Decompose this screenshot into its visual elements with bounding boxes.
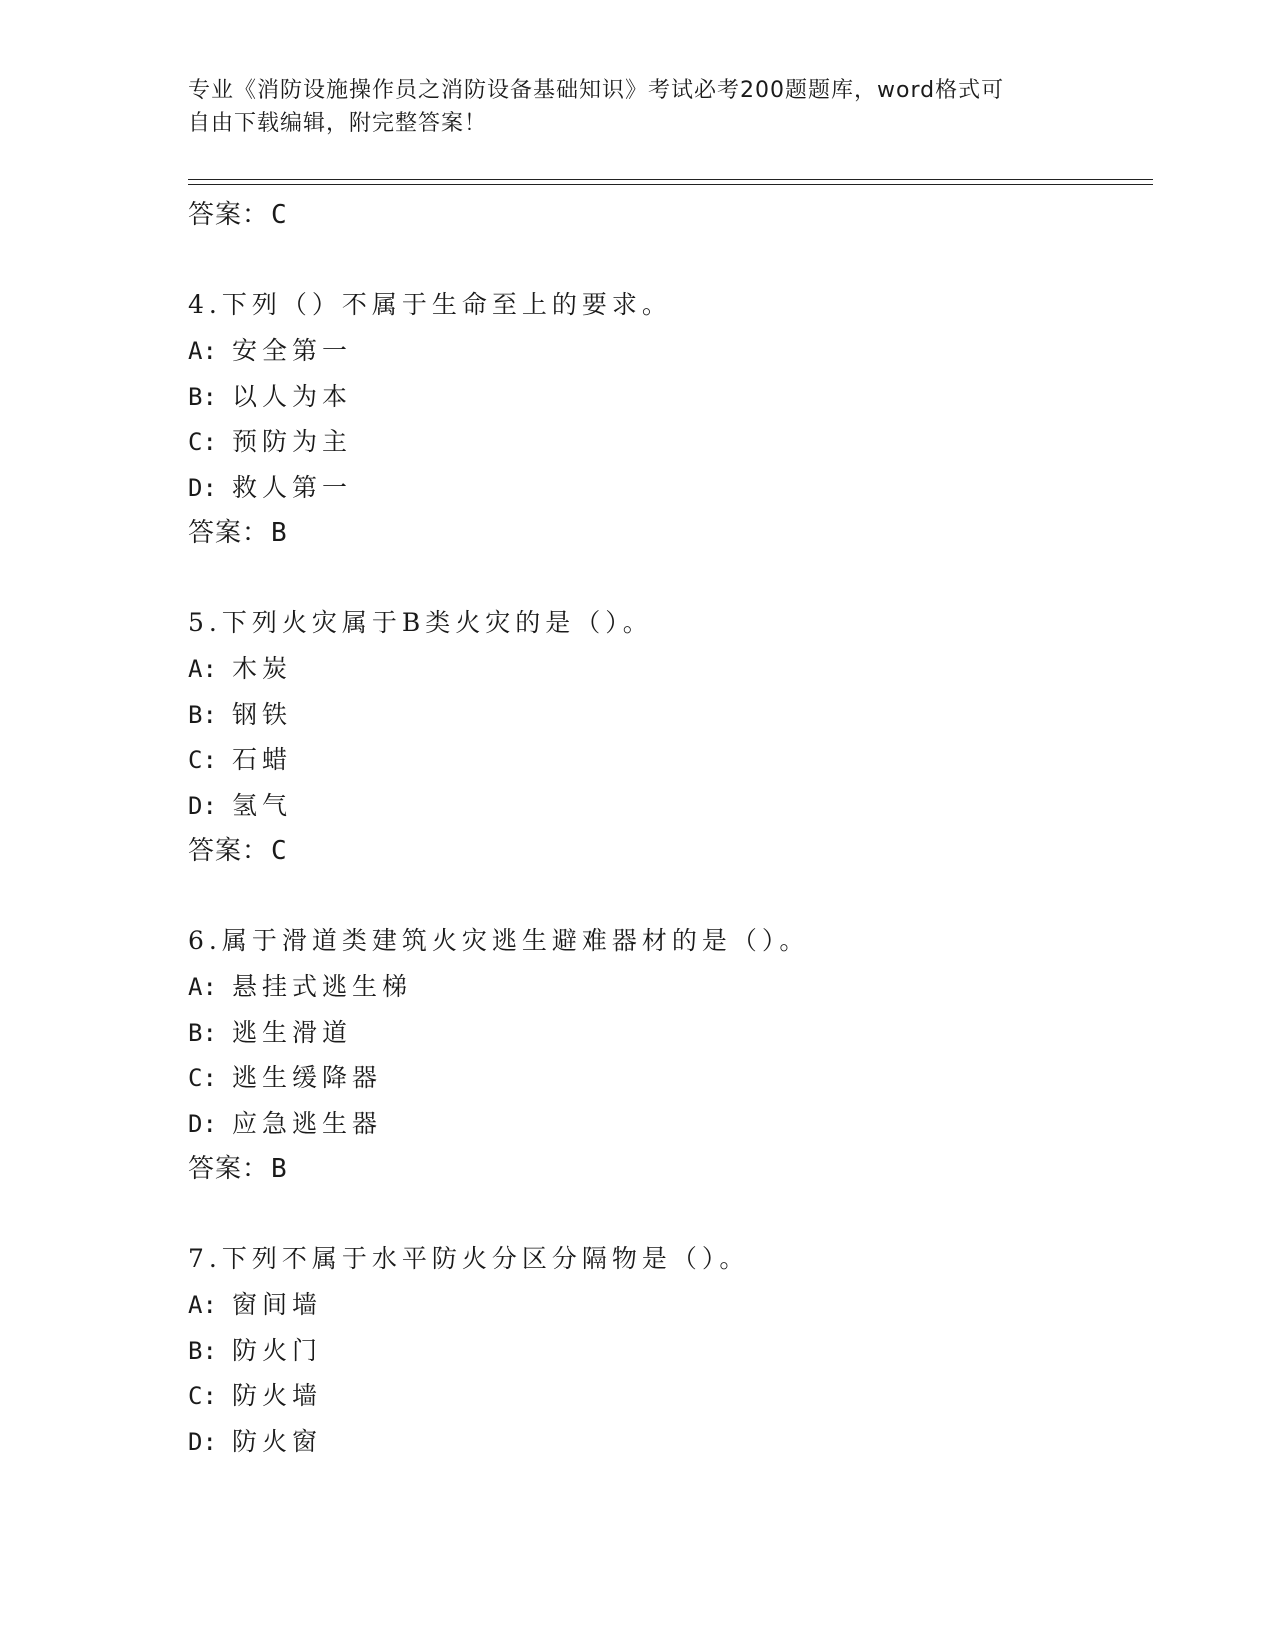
option-key: B: bbox=[188, 1336, 217, 1365]
option-text: 窗间墙 bbox=[232, 1290, 323, 1319]
header-divider-top bbox=[188, 179, 1153, 180]
option-a bbox=[188, 646, 1148, 692]
option-key: C: bbox=[188, 1382, 217, 1410]
question-block bbox=[188, 282, 1148, 556]
option-key: C: bbox=[188, 1064, 217, 1092]
option-key: B: bbox=[188, 700, 217, 729]
option-key: D: bbox=[188, 473, 217, 502]
question-block bbox=[188, 918, 1148, 1192]
option-text: 应急逃生器 bbox=[232, 1108, 383, 1138]
option-key: C: bbox=[188, 428, 217, 456]
option-text: 防火墙 bbox=[232, 1381, 323, 1410]
answer-label: 答案： bbox=[188, 200, 270, 230]
option-text: 救人第一 bbox=[232, 472, 353, 502]
option-text: 悬挂式逃生梯 bbox=[232, 972, 413, 1001]
question-stem: 6.属于滑道类建筑火灾逃生避难器材的是（）。 bbox=[188, 926, 810, 955]
answer-value: B bbox=[271, 1154, 288, 1184]
option-b bbox=[188, 1010, 1148, 1056]
option-text: 氢气 bbox=[232, 790, 293, 820]
option-text: 预防为主 bbox=[232, 427, 353, 456]
option-a bbox=[188, 1282, 1148, 1328]
option-d bbox=[188, 1419, 1148, 1465]
question-answer bbox=[188, 510, 1148, 556]
option-b bbox=[188, 692, 1148, 738]
option-key: A: bbox=[188, 337, 217, 365]
header-line-1: 专业《消防设施操作员之消防设备基础知识》考试必考200题题库，word格式可 bbox=[188, 78, 1005, 103]
answer-value: C bbox=[271, 200, 288, 230]
option-text: 钢铁 bbox=[232, 699, 293, 729]
option-c bbox=[188, 737, 1148, 783]
option-c bbox=[188, 1373, 1148, 1419]
document-header bbox=[188, 74, 1068, 140]
option-d bbox=[188, 465, 1148, 511]
option-text: 以人为本 bbox=[232, 381, 353, 411]
answer-value: B bbox=[271, 518, 288, 548]
answer-label: 答案： bbox=[188, 1154, 270, 1184]
option-key: A: bbox=[188, 973, 217, 1001]
option-text: 安全第一 bbox=[232, 336, 353, 365]
option-key: C: bbox=[188, 746, 217, 774]
option-b bbox=[188, 1328, 1148, 1374]
option-key: B: bbox=[188, 382, 217, 411]
header-divider-bottom bbox=[188, 184, 1153, 185]
answer-value: C bbox=[271, 836, 288, 866]
option-key: D: bbox=[188, 1427, 217, 1456]
option-key: B: bbox=[188, 1018, 217, 1047]
option-a bbox=[188, 328, 1148, 374]
prev-answer bbox=[188, 192, 1148, 238]
answer-label: 答案： bbox=[188, 836, 270, 866]
option-c bbox=[188, 1055, 1148, 1101]
spacer bbox=[188, 1192, 1148, 1236]
question-answer bbox=[188, 1146, 1148, 1192]
question-stem: 5.下列火灾属于B类火灾的是（）。 bbox=[188, 608, 653, 637]
option-text: 逃生滑道 bbox=[232, 1017, 353, 1047]
question-block bbox=[188, 600, 1148, 874]
option-text: 防火窗 bbox=[232, 1426, 323, 1456]
option-b bbox=[188, 374, 1148, 420]
question-block bbox=[188, 1236, 1148, 1464]
question-answer bbox=[188, 828, 1148, 874]
option-a bbox=[188, 964, 1148, 1010]
question-stem: 4.下列（）不属于生命至上的要求。 bbox=[188, 290, 672, 319]
option-key: A: bbox=[188, 1291, 217, 1319]
option-d bbox=[188, 1101, 1148, 1147]
spacer bbox=[188, 556, 1148, 600]
spacer bbox=[188, 874, 1148, 918]
header-line-2: 自由下载编辑，附完整答案！ bbox=[188, 111, 488, 136]
spacer bbox=[188, 238, 1148, 282]
option-key: A: bbox=[188, 655, 217, 683]
option-c bbox=[188, 419, 1148, 465]
option-text: 逃生缓降器 bbox=[232, 1063, 383, 1092]
answer-label: 答案： bbox=[188, 518, 270, 548]
option-d bbox=[188, 783, 1148, 829]
question-stem: 7.下列不属于水平防火分区分隔物是（）。 bbox=[188, 1244, 750, 1273]
question-list bbox=[188, 192, 1148, 1464]
option-text: 木炭 bbox=[232, 654, 293, 683]
option-text: 防火门 bbox=[232, 1335, 323, 1365]
option-key: D: bbox=[188, 791, 217, 820]
option-text: 石蜡 bbox=[232, 745, 293, 774]
option-key: D: bbox=[188, 1109, 217, 1138]
